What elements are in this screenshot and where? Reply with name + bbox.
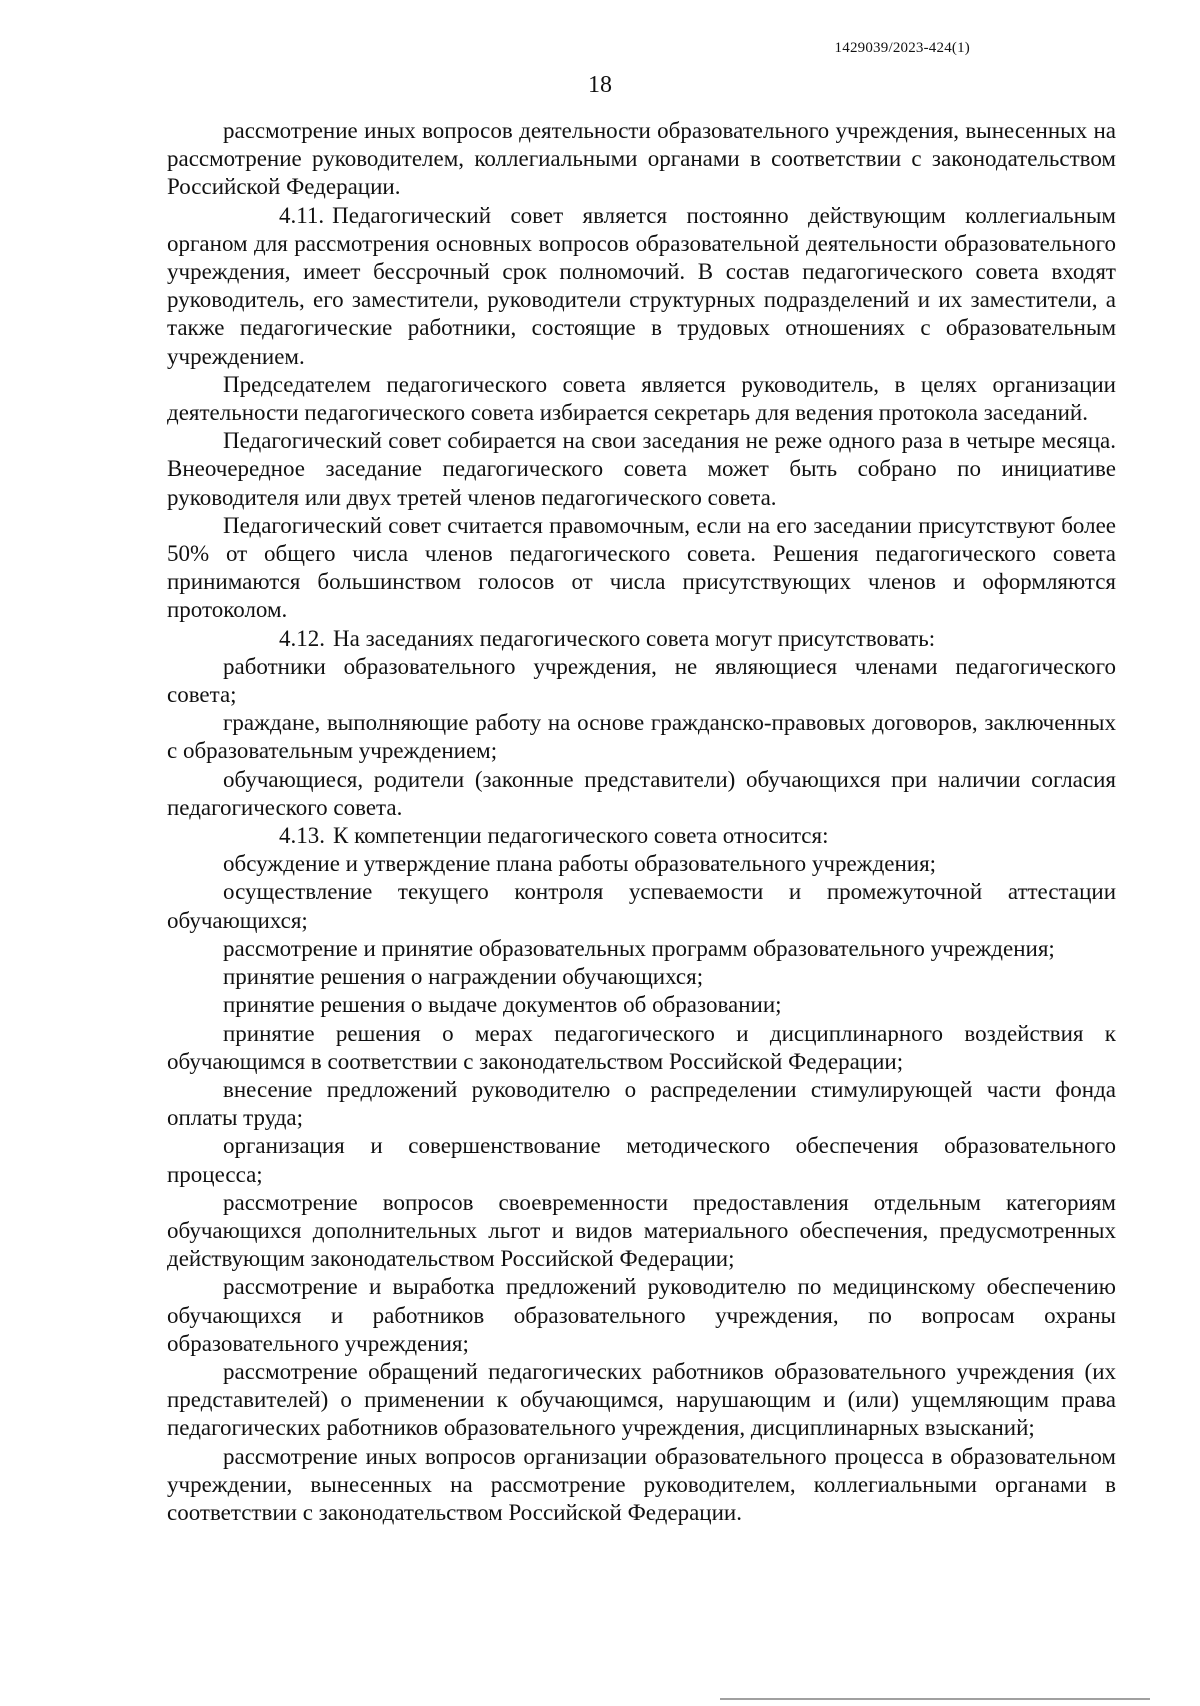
clause-paragraph — [167, 202, 1116, 371]
document-id: 1429039/2023-424(1) — [834, 40, 970, 56]
list-item: принятие решения о выдаче документов об образовании; — [223, 992, 782, 1018]
page-number: 18 — [588, 72, 612, 98]
list-item: рассмотрение вопросов своевременности предоставления отдельным категориям обучающихся дополнительных льгот и видов материального обеспечения, предусмотренных действующим законодательством Российской Федерации; — [167, 1189, 1116, 1272]
clause-paragraph — [167, 625, 1116, 653]
list-item: внесение предложений руководителю о распределении стимулирующей части фонда оплаты труда; — [167, 1076, 1116, 1131]
list-item: рассмотрение и принятие образовательных программ образовательного учреждения; — [223, 935, 1055, 961]
list-item: работники образовательного учреждения, не являющиеся членами педагогического совета; — [167, 653, 1116, 708]
clause-number: 4.11. — [279, 202, 325, 228]
list-item: принятие решения о мерах педагогического и дисциплинарного воздействия к обучающимся в соответствии с законодательством Российской Федерации; — [167, 1020, 1116, 1074]
scan-edge-marks — [720, 1698, 1150, 1704]
list-item: рассмотрение обращений педагогических работников образовательного учреждения (их представителей) о применении к обучающимся, нарушающим и (или) ущемляющим права педагогических работников образовательного учреждения, дисциплинарных взысканий; — [167, 1358, 1116, 1441]
clause-text: К компетенции педагогического совета относится: — [333, 823, 829, 849]
list-item: рассмотрение иных вопросов организации образовательного процесса в образовательном учреждении, вынесенных на рассмотрение руководителем, коллегиальными органами в соответствии с законодательством Российской Федерации. — [167, 1443, 1116, 1525]
document-body — [167, 117, 1116, 1527]
clause-number: 4.12. — [279, 625, 325, 651]
paragraph: Педагогический совет собирается на свои заседания не реже одного раза в четыре месяца. Внеочередное заседание педагогического совета может быть собрано по инициативе руководителя или двух третей членов педагогического совета. — [167, 428, 1116, 510]
list-item: осуществление текущего контроля успеваемости и промежуточной аттестации обучающихся; — [167, 879, 1116, 933]
list-item: организация и совершенствование методического обеспечения образовательного процесса; — [167, 1133, 1116, 1187]
list-item: принятие решения о награждении обучающихся; — [223, 964, 704, 990]
clause-number: 4.13. — [279, 823, 325, 849]
paragraph: рассмотрение иных вопросов деятельности образовательного учреждения, вынесенных на рассмотрение руководителем, коллегиальными органами в соответствии с законодательством Российской Федерации. — [167, 118, 1116, 200]
paragraph: Председателем педагогического совета является руководитель, в целях организации деятельности педагогического совета избирается секретарь для ведения протокола заседаний. — [167, 371, 1116, 426]
list-item: обсуждение и утверждение плана работы образовательного учреждения; — [223, 851, 937, 877]
list-item: рассмотрение и выработка предложений руководителю по медицинскому обеспечению обучающихся и работников образовательного учреждения, по вопросам охраны образовательного учреждения; — [167, 1274, 1116, 1356]
paragraph: Педагогический совет считается правомочным, если на его заседании присутствуют более 50% от общего числа членов педагогического совета. Решения педагогического совета принимаются большинством голосов от числа присутствующих членов и оформляются протоколом. — [167, 512, 1116, 623]
clause-paragraph — [167, 822, 1116, 850]
clause-text: На заседаниях педагогического совета могут присутствовать: — [333, 625, 936, 651]
list-item: обучающиеся, родители (законные представители) обучающихся при наличии согласия педагогического совета. — [167, 766, 1116, 820]
clause-text: Педагогический совет является постоянно действующим коллегиальным органом для рассмотрения основных вопросов образовательной деятельности образовательного учреждения, имеет бессрочный срок полномочий. В состав педагогического совета входят руководитель, его заместители, руководители структурных подразделений и их заместители, а также педагогические работники, состоящие в трудовых отношениях с образовательным учреждением. — [167, 202, 1116, 369]
list-item: граждане, выполняющие работу на основе гражданско-правовых договоров, заключенных с образовательным учреждением; — [167, 710, 1116, 764]
